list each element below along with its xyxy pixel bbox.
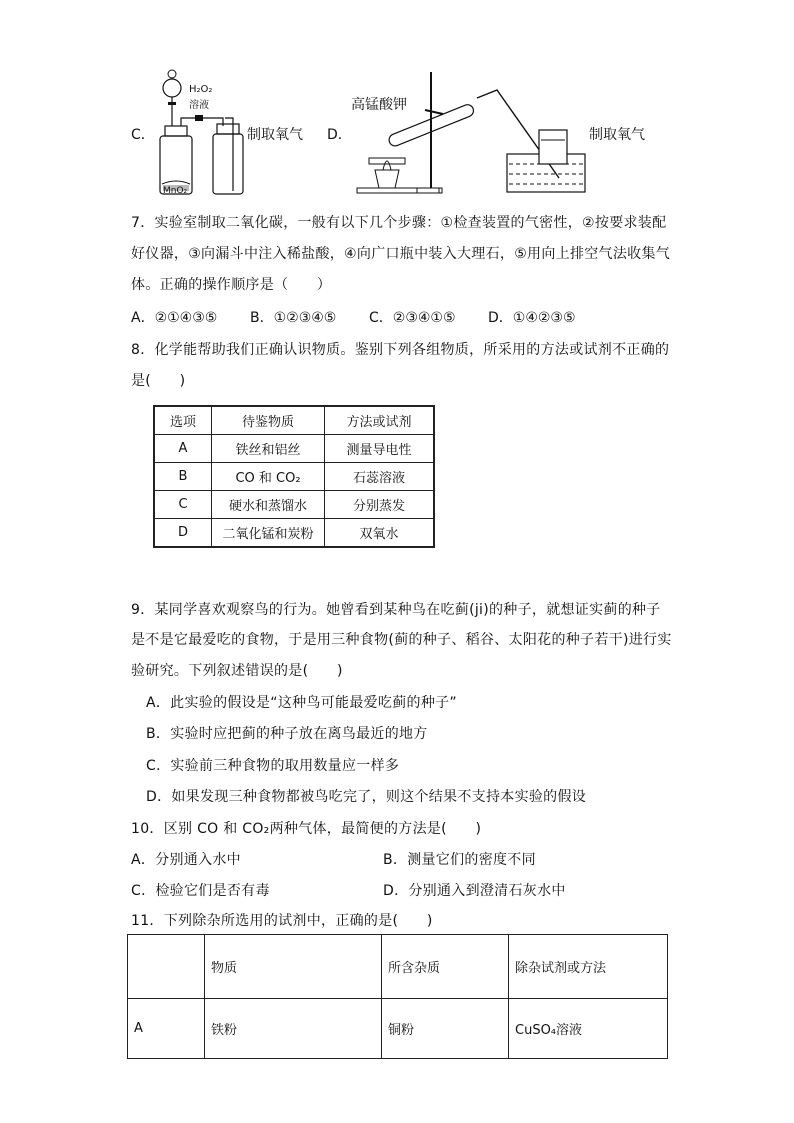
- q7-option-a: A．②①④③⑤: [131, 310, 218, 326]
- table-cell: 分别蒸发: [325, 491, 435, 519]
- q6-option-c-solid: MnO₂: [163, 186, 188, 196]
- table-row: [128, 999, 668, 1059]
- q11-table: [127, 934, 668, 1059]
- q6-option-d-reagent: 高锰酸钾: [351, 97, 407, 113]
- kmno4-apparatus-illustration: [347, 70, 587, 200]
- table-cell: 石蕊溶液: [325, 463, 435, 491]
- table-cell: CO 和 CO₂: [212, 463, 325, 491]
- q8-line-1: 8．化学能帮助我们正确认识物质。鉴别下列各组物质，所采用的方法或试剂不正确的: [131, 342, 670, 358]
- table-header-cell: 除杂试剂或方法: [509, 935, 668, 999]
- q9-option-d: D．如果发现三种食物都被鸟吃完了，则这个结果不支持本实验的假设: [146, 789, 587, 805]
- table-cell: CuSO₄溶液: [509, 999, 668, 1059]
- table-header-cell: 所含杂质: [382, 935, 509, 999]
- q8-table: [153, 405, 435, 548]
- table-cell: A: [154, 435, 212, 463]
- q10-option-a: A．分别通入水中: [131, 852, 241, 868]
- q6-option-d: [327, 66, 657, 200]
- q8-line-2: 是( ): [131, 373, 186, 389]
- table-cell: 铁粉: [205, 999, 382, 1059]
- q6-option-c-caption: 制取氧气: [247, 127, 303, 143]
- table-cell: 硬水和蒸馏水: [212, 491, 325, 519]
- q9-option-c: C．实验前三种食物的取用数量应一样多: [146, 758, 400, 774]
- q6-option-c: [131, 66, 311, 200]
- table-cell: B: [154, 463, 212, 491]
- q9-line-2: 是不是它最爱吃的食物，于是用三种食物(蓟的种子、稻谷、太阳花的种子若干)进行实: [131, 632, 672, 648]
- q9-line-1: 9．某同学喜欢观察鸟的行为。她曾看到某种鸟在吃蓟(ji)的种子，就想证实蓟的种子: [131, 602, 661, 618]
- table-row: [154, 491, 434, 519]
- table-header-cell: 物质: [205, 935, 382, 999]
- q10-option-c: C．检验它们是否有毒: [131, 883, 270, 899]
- table-cell: 测量导电性: [325, 435, 435, 463]
- table-row: [154, 463, 434, 491]
- q10-option-b: B．测量它们的密度不同: [383, 852, 536, 868]
- q11-line-1: 11．下列除杂所选用的试剂中，正确的是( ): [131, 913, 433, 929]
- q6-option-c-letter: C．: [131, 127, 155, 143]
- q7-option-c: C．②③④①⑤: [369, 310, 456, 326]
- table-header-cell: [128, 935, 205, 999]
- q9-option-a: A．此实验的假设是“这种鸟可能最爱吃蓟的种子”: [146, 695, 457, 711]
- q7-option-b: B．①②③④⑤: [250, 310, 337, 326]
- table-header-row: [128, 935, 668, 999]
- q6-option-c-reagent-top: H₂O₂: [189, 84, 213, 95]
- table-header-cell: 选项: [154, 406, 212, 435]
- table-cell: 铜粉: [382, 999, 509, 1059]
- table-cell: 铁丝和铝丝: [212, 435, 325, 463]
- q7-line-1: 7．实验室制取二氧化碳，一般有以下几个步骤：①检查装置的气密性，②按要求装配: [131, 215, 667, 231]
- q6-option-c-reagent-bottom: 溶液: [189, 100, 209, 111]
- table-header-cell: 方法或试剂: [325, 406, 435, 435]
- q7-line-2: 好仪器，③向漏斗中注入稀盐酸，④向广口瓶中装入大理石，⑤用向上排空气法收集气: [131, 246, 671, 262]
- q9-line-3: 验研究。下列叙述错误的是( ): [131, 663, 343, 679]
- q6-option-d-letter: D．: [327, 127, 352, 143]
- table-cell: D: [154, 519, 212, 548]
- table-cell: 二氧化锰和炭粉: [212, 519, 325, 548]
- table-cell: C: [154, 491, 212, 519]
- table-header-cell: 待鉴物质: [212, 406, 325, 435]
- q10-option-d: D．分别通入到澄清石灰水中: [383, 883, 566, 899]
- q10-line-1: 10．区别 CO 和 CO₂两种气体，最简便的方法是( ): [131, 821, 482, 837]
- q9-option-b: B．实验时应把蓟的种子放在离鸟最近的地方: [146, 726, 428, 742]
- table-row: [154, 519, 434, 548]
- q6-option-d-caption: 制取氧气: [589, 127, 645, 143]
- table-row: [154, 435, 434, 463]
- q7-line-3: 体。正确的操作顺序是（ ）: [131, 277, 332, 293]
- table-cell: 双氧水: [325, 519, 435, 548]
- table-header-row: [154, 406, 434, 435]
- table-cell: A: [128, 999, 205, 1059]
- q7-option-d: D．①④②③⑤: [488, 310, 576, 326]
